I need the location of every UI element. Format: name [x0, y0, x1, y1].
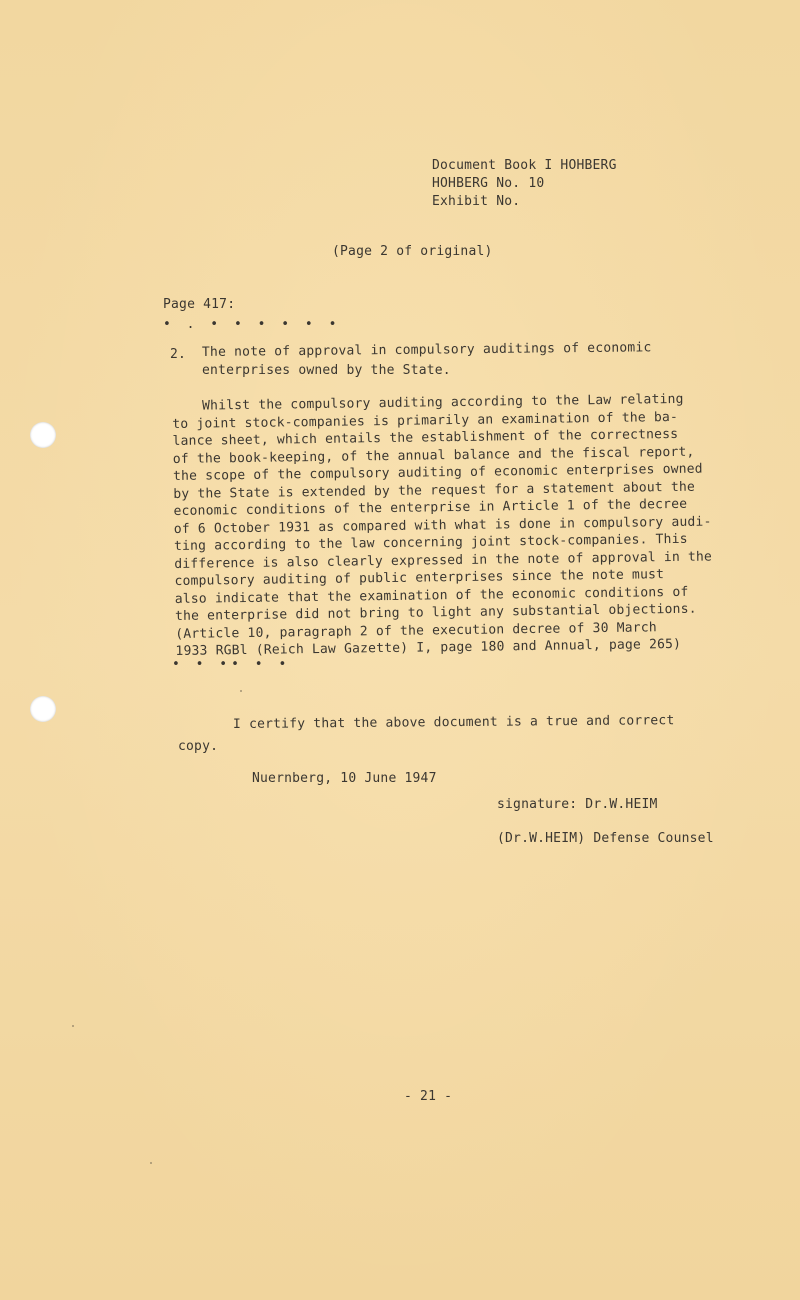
paragraph-line: the scope of the compulsory auditing of economic enterprises owned — [172, 461, 703, 484]
paragraph-line: economic conditions of the enterprise in Article 1 of the decree — [173, 496, 688, 519]
paragraph-line: difference is also clearly expressed in the note of approval in the — [174, 548, 713, 572]
signatory-name-title: (Dr.W.HEIM) Defense Counsel — [497, 831, 714, 846]
paragraph-line: ting according to the law concerning joint stock-companies. This — [173, 531, 688, 554]
certification-line: copy. — [178, 739, 219, 754]
ellipsis-top: • . • • • • • • — [163, 317, 341, 332]
section-heading-line: The note of approval in compulsory auditings of economic — [201, 340, 652, 360]
paragraph-line: compulsory auditing of public enterprises since the note must — [174, 567, 665, 589]
paragraph-line: Whilst the compulsory auditing according to the Law relating — [201, 391, 684, 414]
signature-line: signature: Dr.W.HEIM — [497, 797, 658, 812]
paragraph-line: the enterprise did not bring to light any substantial objections. — [174, 601, 697, 624]
page-reference: Page 417: — [163, 297, 236, 312]
paper-speck — [72, 1025, 74, 1027]
page-number: - 21 - — [404, 1089, 453, 1104]
paper-speck — [150, 1162, 152, 1164]
paragraph-line: to joint stock-companies is primarily an examination of the ba- — [172, 409, 679, 432]
paragraph-line: also indicate that the examination of the economic conditions of — [174, 584, 689, 607]
section-number: 2. — [170, 347, 187, 362]
paragraph-line: of 6 October 1931 as compared with what is done in compulsory audi- — [173, 513, 712, 537]
certification-line: I certify that the above document is a true and correct — [232, 713, 675, 732]
paragraph-line: of the book-keeping, of the annual balance and the fiscal report, — [172, 444, 695, 467]
ellipsis-bottom: • • •• • • — [172, 657, 291, 672]
paragraph-line: lance sheet, which entails the establishment of the correctness — [172, 426, 679, 449]
page-of-original: (Page 2 of original) — [332, 244, 493, 259]
place-and-date: Nuernberg, 10 June 1947 — [252, 771, 437, 786]
paragraph-line: (Article 10, paragraph 2 of the execution decree of 30 March — [175, 619, 657, 642]
paragraph-line: 1933 RGBl (Reich Law Gazette) I, page 180 and Annual, page 265) — [175, 636, 682, 659]
section-heading-line: enterprises owned by the State. — [202, 363, 451, 378]
exhibit-number: Exhibit No. — [432, 194, 521, 209]
paragraph-line: by the State is extended by the request for a statement about the — [173, 479, 696, 502]
document-book-label: Document Book I HOHBERG — [432, 158, 617, 173]
hohberg-number: HOHBERG No. 10 — [432, 176, 545, 191]
